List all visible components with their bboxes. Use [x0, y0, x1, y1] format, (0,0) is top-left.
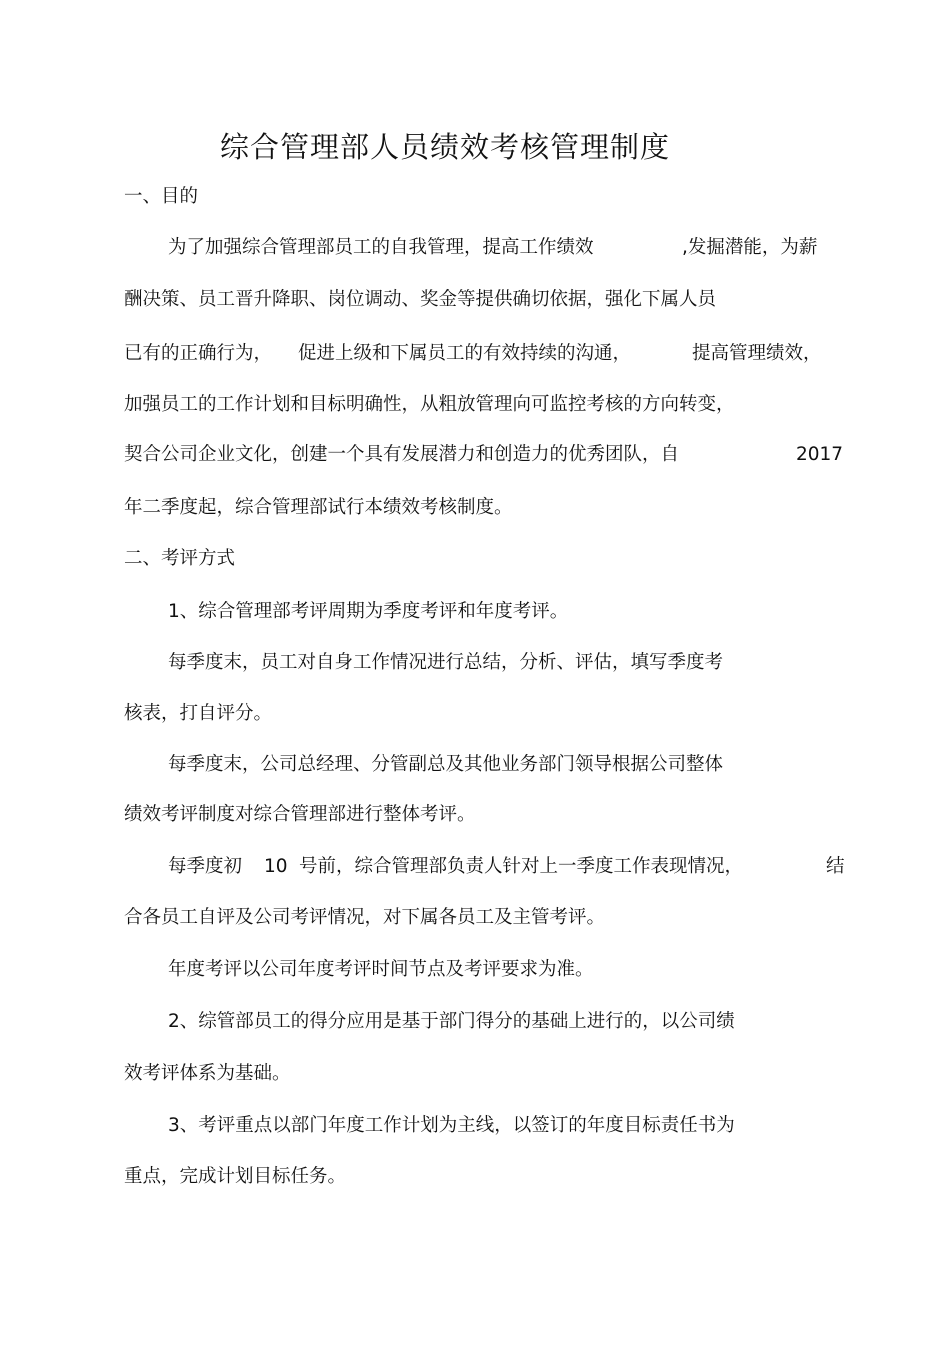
text-segment: 重点，完成计划目标任务。 [124, 1166, 347, 1187]
text-segment: 加强员工的工作计划和目标明确性，从粗放管理向可监控考核的方向转变， [124, 394, 735, 415]
section-heading-purpose: 一、目的 [124, 186, 199, 207]
text-segment: 1、综合管理部考评周期为季度考评和年度考评。 [168, 601, 569, 622]
text-segment: 每季度末，员工对自身工作情况进行总结，分析、评估，填写季度考 [168, 652, 724, 673]
text-segment: 结 [826, 856, 845, 877]
text-segment: 提高管理绩效， [692, 343, 822, 364]
text-segment: 10 [264, 856, 288, 877]
text-segment: 年度考评以公司年度考评时间节点及考评要求为准。 [168, 959, 594, 980]
text-segment: 已有的正确行为， [124, 343, 273, 364]
text-segment: 酬决策、员工晋升降职、岗位调动、奖金等提供确切依据，强化下属人员 [124, 289, 717, 310]
text-segment: 2017 [796, 444, 844, 465]
text-segment: 2、综管部员工的得分应用是基于部门得分的基础上进行的，以公司绩 [168, 1011, 735, 1032]
text-segment: 每季度末，公司总经理、分管副总及其他业务部门领导根据公司整体 [168, 754, 724, 775]
text-segment: 为了加强综合管理部员工的自我管理，提高工作绩效 [168, 237, 594, 258]
text-segment: 契合公司企业文化，创建一个具有发展潜力和创造力的优秀团队，自 [124, 444, 680, 465]
text-segment: ,发掘潜能，为薪 [682, 237, 818, 258]
text-segment: 核表，打自评分。 [124, 703, 273, 724]
document-title: 综合管理部人员绩效考核管理制度 [219, 130, 670, 164]
text-segment: 年二季度起，综合管理部试行本绩效考核制度。 [124, 497, 513, 518]
text-segment: 号前，综合管理部负责人针对上一季度工作表现情况， [299, 856, 744, 877]
text-segment: 绩效考评制度对综合管理部进行整体考评。 [124, 804, 476, 825]
text-segment: 效考评体系为基础。 [124, 1063, 291, 1084]
text-segment: 每季度初 [168, 856, 243, 877]
section-heading-evaluation-method: 二、考评方式 [124, 548, 236, 569]
text-segment: 促进上级和下属员工的有效持续的沟通， [298, 343, 632, 364]
text-segment: 3、考评重点以部门年度工作计划为主线，以签订的年度目标责任书为 [168, 1115, 735, 1136]
text-segment: 合各员工自评及公司考评情况，对下属各员工及主管考评。 [124, 907, 606, 928]
